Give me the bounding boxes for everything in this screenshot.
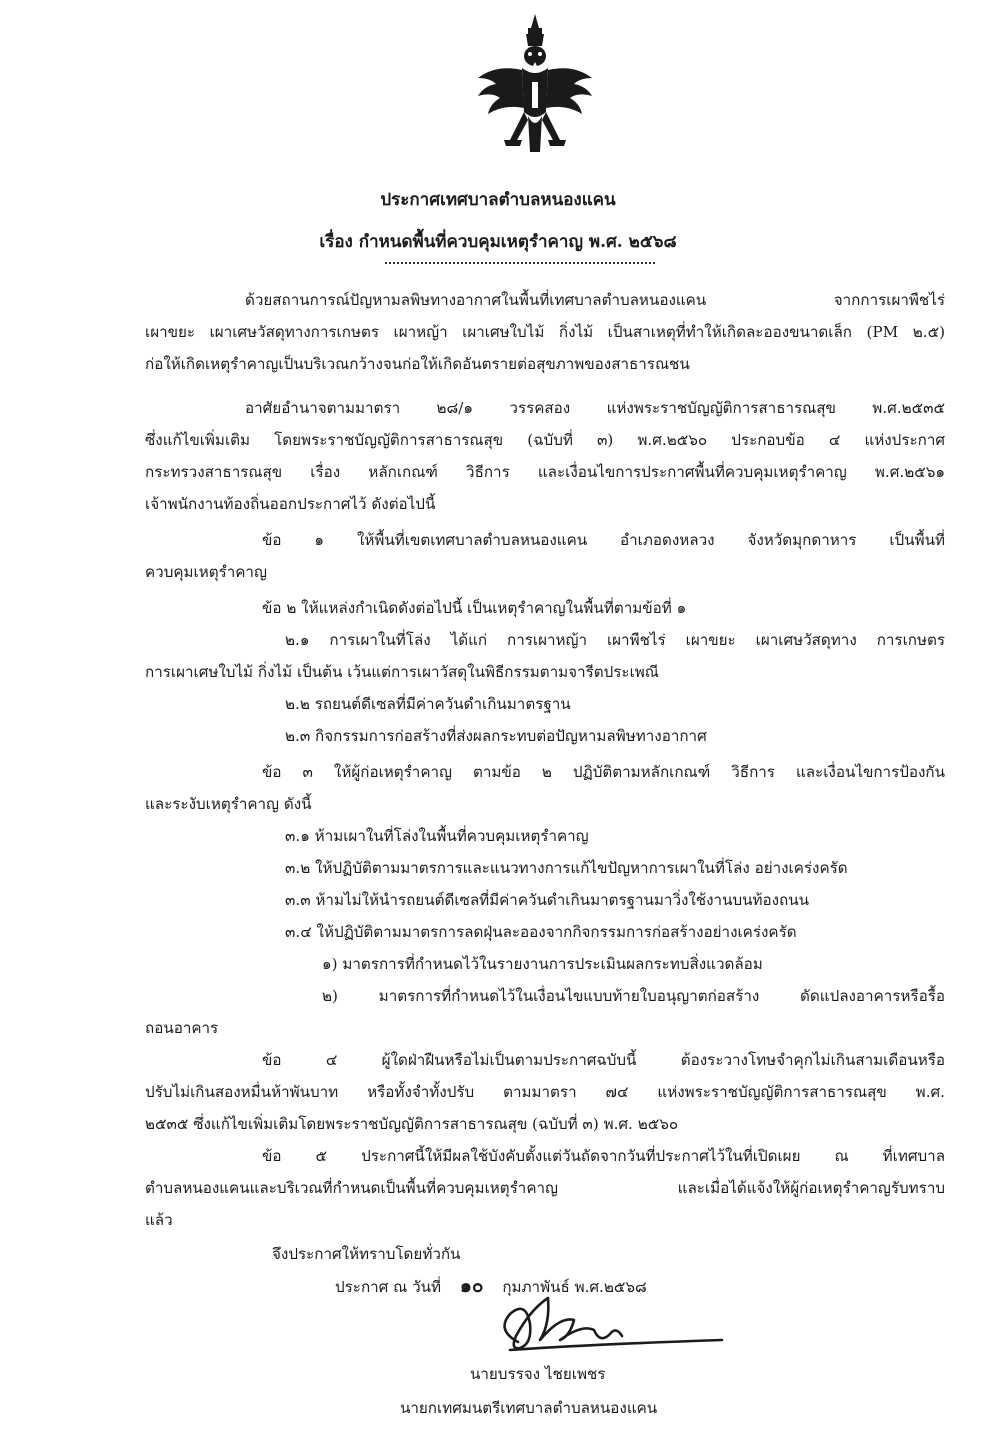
clause-5-line-2: ตำบลหนองแคนและบริเวณที่กำหนดเป็นพื้นที่ควบคุมเหตุรำคาญ และเมื่อได้แจ้งให้ผู้ก่อเหตุรำคาญรับทราบ <box>145 1179 945 1197</box>
clause-3-4-sub-1: ๑) มาตรการที่กำหนดไว้ในรายงานการประเมินผลกระทบสิ่งแวดล้อม <box>322 955 763 973</box>
closing-announce: จึงประกาศให้ทราบโดยทั่วกัน <box>272 1245 461 1263</box>
clause-3-4: ๓.๔ ให้ปฏิบัติตามมาตรการลดฝุ่นละอองจากกิจกรรมการก่อสร้างอย่างเคร่งครัด <box>285 923 797 941</box>
clause-2-heading: ข้อ ๒ ให้แหล่งกำเนิดดังต่อไปนี้ เป็นเหตุรำคาญในพื้นที่ตามข้อที่ ๑ <box>262 599 687 617</box>
paragraph-2-line-1: อาศัยอำนาจตามมาตรา ๒๘/๑ วรรคสอง แห่งพระราชบัญญัติการสาธารณสุข พ.ศ.๒๕๓๕ <box>245 399 945 417</box>
title-divider <box>385 262 655 264</box>
date-month-year: กุมภาพันธ์ พ.ศ.๒๕๖๘ <box>502 1278 647 1296</box>
clause-1-line-1: ข้อ ๑ ให้พื้นที่เขตเทศบาลตำบลหนองแคน อำเภอดงหลวง จังหวัดมุกดาหาร เป็นพื้นที่ <box>262 531 945 549</box>
clause-3-line-2: และระงับเหตุรำคาญ ดังนี้ <box>145 795 312 813</box>
paragraph-2-line-4: เจ้าพนักงานท้องถิ่นออกประกาศไว้ ดังต่อไปนี้ <box>145 495 436 513</box>
clause-1-line-2: ควบคุมเหตุรำคาญ <box>145 563 267 581</box>
clause-3-1: ๓.๑ ห้ามเผาในที่โล่งในพื้นที่ควบคุมเหตุรำคาญ <box>285 827 589 845</box>
announcement-subject: เรื่อง กำหนดพื้นที่ควบคุมเหตุรำคาญ พ.ศ. ๒๕๖๘ <box>319 232 677 252</box>
paragraph-2-line-3: กระทรวงสาธารณสุข เรื่อง หลักเกณฑ์ วิธีการ และเงื่อนไขการประกาศพื้นที่ควบคุมเหตุรำคาญ พ.ศ.๒๕๖๑ <box>145 463 945 481</box>
date-prefix: ประกาศ ณ วันที่ <box>335 1278 441 1296</box>
clause-3-4-sub-2-line-2: ถอนอาคาร <box>145 1019 219 1037</box>
clause-3-2: ๓.๒ ให้ปฏิบัติตามมาตรการและแนวทางการแก้ไขปัญหาการเผาในที่โล่ง อย่างเคร่งครัด <box>285 859 848 877</box>
clause-5-line-3: แล้ว <box>145 1211 173 1229</box>
signatory-position: นายกเทศมนตรีเทศบาลตำบลหนองแคน <box>400 1399 658 1417</box>
clause-4-line-2: ปรับไม่เกินสองหมื่นห้าพันบาท หรือทั้งจำทั้งปรับ ตามมาตรา ๗๔ แห่งพระราชบัญญัติการสาธารณสุข พ.ศ. <box>145 1083 945 1101</box>
signature-icon <box>490 1290 730 1360</box>
garuda-emblem-icon <box>470 12 600 162</box>
clause-3-line-1: ข้อ ๓ ให้ผู้ก่อเหตุรำคาญ ตามข้อ ๒ ปฏิบัติตามหลักเกณฑ์ วิธีการ และเงื่อนไขการป้องกัน <box>262 763 945 781</box>
signatory-name: นายบรรจง ไชยเพชร <box>470 1365 606 1383</box>
clause-2-1-line-1: ๒.๑ การเผาในที่โล่ง ได้แก่ การเผาหญ้า เผาพืชไร่ เผาขยะ เผาเศษวัสดุทาง การเกษตร <box>285 631 945 649</box>
paragraph-1-line-3: ก่อให้เกิดเหตุรำคาญเป็นบริเวณกว้างจนก่อให้เกิดอันตรายต่อสุขภาพของสาธารณชน <box>145 355 690 373</box>
clause-2-2: ๒.๒ รถยนต์ดีเซลที่มีค่าควันดำเกินมาตรฐาน <box>285 695 571 713</box>
paragraph-1-line-1: ด้วยสถานการณ์ปัญหามลพิษทางอากาศในพื้นที่เทศบาลตำบลหนองแคน จากการเผาพืชไร่ <box>245 291 945 309</box>
clause-3-4-sub-2-line-1: ๒) มาตรการที่กำหนดไว้ในเงื่อนไขแบบท้ายใบอนุญาตก่อสร้าง ดัดแปลงอาคารหรือรื้อ <box>322 987 945 1005</box>
clause-4-line-3: ๒๕๓๕ ซึ่งแก้ไขเพิ่มเติมโดยพระราชบัญญัติการสาธารณสุข (ฉบับที่ ๓) พ.ศ. ๒๕๖๐ <box>145 1115 679 1133</box>
date-day: ๑๐ <box>459 1275 484 1297</box>
paragraph-1-line-2: เผาขยะ เผาเศษวัสดุทางการเกษตร เผาหญ้า เผาเศษใบไม้ กิ่งไม้ เป็นสาเหตุที่ทำให้เกิดละอองขนาดเล็ก (PM ๒.๕) <box>145 323 945 341</box>
clause-4-line-1: ข้อ ๔ ผู้ใดฝ่าฝืนหรือไม่เป็นตามประกาศฉบับนี้ ต้องระวางโทษจำคุกไม่เกินสามเดือนหรือ <box>262 1051 945 1069</box>
clause-3-3: ๓.๓ ห้ามไม่ให้นำรถยนต์ดีเซลที่มีค่าควันดำเกินมาตรฐานมาวิ่งใช้งานบนท้องถนน <box>285 891 809 909</box>
clause-5-line-1: ข้อ ๕ ประกาศนี้ให้มีผลใช้บังคับตั้งแต่วันถัดจากวันที่ประกาศไว้ในที่เปิดเผย ณ ที่เทศบาล <box>262 1147 945 1165</box>
clause-2-3: ๒.๓ กิจกรรมการก่อสร้างที่ส่งผลกระทบต่อปัญหามลพิษทางอากาศ <box>285 727 707 745</box>
paragraph-2-line-2: ซึ่งแก้ไขเพิ่มเติม โดยพระราชบัญญัติการสาธารณสุข (ฉบับที่ ๓) พ.ศ.๒๕๖๐ ประกอบข้อ ๔ แห่งประกาศ <box>145 431 945 449</box>
announcement-title: ประกาศเทศบาลตำบลหนองแคน <box>380 190 616 210</box>
clause-2-1-line-2: การเผาเศษใบไม้ กิ่งไม้ เป็นต้น เว้นแต่การเผาวัสดุในพิธีกรรมตามจารีตประเพณี <box>145 663 659 681</box>
